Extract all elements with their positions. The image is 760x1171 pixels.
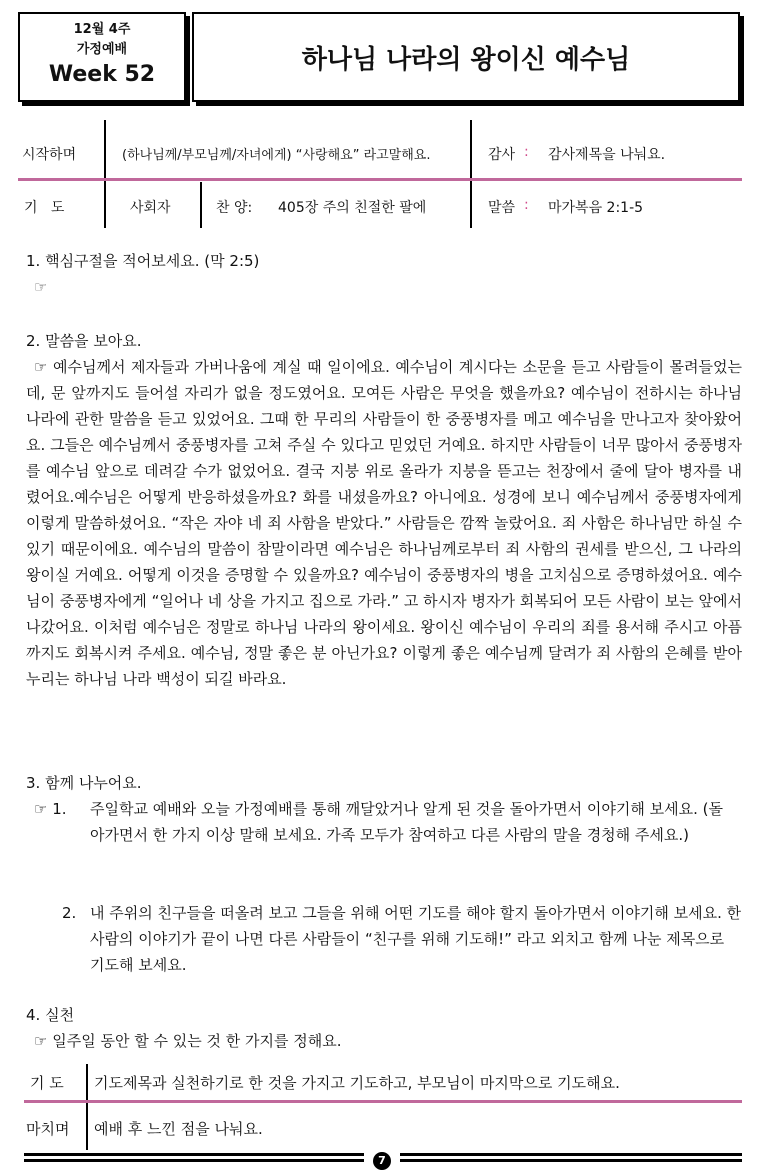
hymn-text: 405장 주의 친절한 팔에 — [278, 200, 427, 216]
section-title: 2. 말씀을 보아요. — [26, 332, 142, 350]
prayer-label: 기 도 — [24, 200, 65, 216]
word-label: 말씀 — [488, 200, 516, 216]
share-item-1 — [34, 796, 734, 874]
week-number: Week 52 — [48, 62, 156, 87]
closing-prayer-label: 기 도 — [30, 1074, 64, 1092]
footer — [24, 1152, 742, 1166]
section-key-verse — [26, 248, 746, 300]
footer-rule — [400, 1159, 742, 1162]
closing-prayer-text: 기도제목과 실천하기로 한 것을 가지고 기도하고, 부모님이 마지막으로 기도해요. — [94, 1074, 620, 1092]
thanks-label: 감사 — [488, 147, 516, 163]
item-text: 주일학교 예배와 오늘 가정예배를 통해 깨달았거나 알게 된 것을 돌아가면서 이야기해 보세요. (돌아가면서 한 가지 이상 말해 보세요. 가족 모두가 참여하고 다른 사람의 말을 경청해 주세요.) — [90, 800, 723, 844]
section-practice — [26, 1002, 746, 1054]
pointing-hand-icon: ☞ — [34, 278, 48, 296]
page-number: 7 — [373, 1152, 391, 1170]
section-title: 4. 실천 — [26, 1006, 75, 1024]
section-title: 3. 함께 나누어요. — [26, 774, 142, 792]
hymn-label: 찬 양: — [216, 200, 253, 216]
week-date: 12월 4주 — [73, 22, 131, 37]
start-label: 시작하며 — [22, 147, 77, 163]
footer-rule — [24, 1153, 364, 1156]
order-of-service-table — [18, 120, 742, 230]
section-title: 1. 핵심구절을 적어보세요. (막 2:5) — [26, 252, 260, 270]
thanks-text: 감사제목을 나눠요. — [548, 147, 666, 163]
divider — [86, 1064, 88, 1150]
section-share — [26, 770, 746, 974]
share-item-2 — [62, 900, 742, 978]
week-box — [18, 12, 186, 102]
closing-end-text: 예배 후 느낀 점을 나눠요. — [94, 1120, 263, 1138]
closing-table — [24, 1064, 742, 1154]
item-number: 2. — [62, 904, 77, 922]
word-colon: : — [524, 197, 529, 213]
closing-end-label: 마치며 — [26, 1120, 70, 1138]
section-scripture — [26, 328, 746, 692]
week-type: 가정예배 — [76, 42, 128, 57]
word-text: 마가복음 2:1-5 — [548, 200, 644, 216]
start-text: (하나님께/부모님께/자녀에게) “사랑해요” 라고말해요. — [122, 148, 431, 163]
footer-rule — [24, 1159, 364, 1162]
item-number: ☞ 1. — [34, 800, 67, 818]
item-text: 내 주위의 친구들을 떠올려 보고 그들을 위해 어떤 기도를 해야 할지 돌아가면서 이야기해 보세요. 한 사람의 이야기가 끝이 나면 다른 사람들이 “친구를 위해 기도해!” 라고 외치고 함께 나눈 제목으로 기도해 보세요. — [90, 904, 742, 974]
page-title: 하나님 나라의 왕이신 예수님 — [192, 12, 740, 102]
pink-divider-line — [24, 1100, 742, 1103]
footer-rule — [400, 1153, 742, 1156]
scripture-story: ☞ 예수님께서 제자들과 가버나움에 계실 때 일이에요. 예수님이 계시다는 소문을 듣고 사람들이 몰려들었는데, 문 앞까지도 들어설 자리가 없을 정도였어요. 모여든 사람은 무엇을 했을까요? 예수님이 전하시는 하나님 나라에 관한 말씀을 듣고 있었어요. 그때 한 무리의 사람들이 한 중풍병자를 메고 예수님을 만나고자 찾아왔어요. 그들은 예수님께서 중풍병자를 고쳐 주실 수 있다고 믿었던 거예요. 하지만 사람들이 너무 많아서 중풍병자를 예수님 앞으로 데려갈 수가 없었어요. 결국 지붕 위로 올라가 지붕을 뜯고는 천장에서 줄에 달아 병자를 내렸어요.예수님은 어떻게 반응하셨을까요? 화를 내셨을까요? 아니에요. 성경에 보니 예수님께서 중풍병자에게 이렇게 말씀하셨어요. “작은 자야 네 죄 사함을 받았다.” 사람들은 깜짝 놀랐어요. 죄 사함은 하나님만 하실 수 있기 때문이에요. 예수님의 말씀이 참말이라면 예수님은 하나님께로부터 죄 사함의 권세를 받으신, 그 나라의 왕이실 거예요. 어떻게 이것을 증명할 수 있을까요? 예수님이 중풍병자의 병을 고치심으로 증명하셨어요. 예수님이 중풍병자에게 “일어나 네 상을 가지고 집으로 가라.” 고 하시자 병자가 회복되어 모든 사람이 보는 앞에서 나갔어요. 이처럼 예수님은 정말로 하나님 나라의 왕이세요. 왕이신 예수님이 우리의 죄를 용서해 주시고 아픔까지도 회복시켜 주세요. 예수님, 정말 좋은 분 아닌가요? 이렇게 좋은 예수님께 달려가 죄 사함의 은혜를 받아 누리는 하나님 나라 백성이 되길 바라요. — [26, 358, 742, 688]
leader-label: 사회자 — [130, 200, 171, 216]
thanks-colon: : — [524, 144, 529, 160]
practice-text: ☞ 일주일 동안 할 수 있는 것 한 가지를 정해요. — [34, 1032, 342, 1050]
